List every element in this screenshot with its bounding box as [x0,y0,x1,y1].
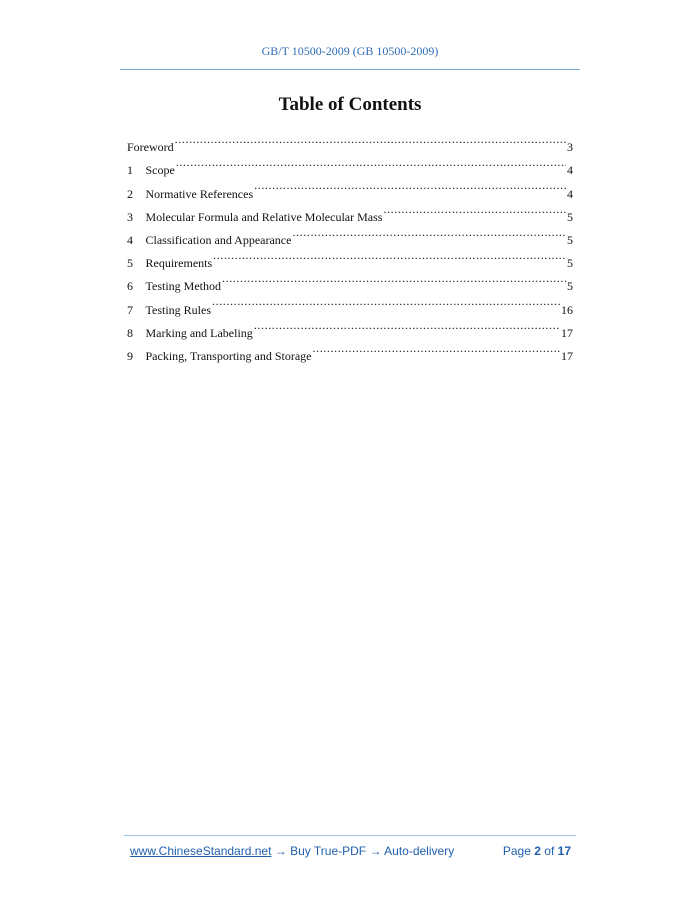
toc-entry-label: Testing Rules [145,302,211,317]
dot-leader [212,290,560,313]
website-link[interactable]: www.ChineseStandard.net [130,844,272,858]
of-word: of [544,844,555,858]
toc-entry-foreword[interactable] [127,128,573,155]
toc-entry-page: 16 [561,302,573,317]
toc-entry-number: 1 [127,163,133,178]
toc-entry-page: 3 [567,140,573,155]
current-page-number: 2 [534,844,541,858]
toc-entry-number: 5 [127,256,133,271]
toc-entry-page: 5 [567,209,573,224]
toc-entry-page: 17 [561,348,573,363]
toc-entry-number: 6 [127,279,133,294]
dot-leader [213,244,566,267]
toc-entry-page: 5 [567,232,573,247]
arrow-right-icon: → [274,844,287,858]
dot-leader [254,314,560,337]
toc-entry-page: 5 [567,279,573,294]
toc-entry-page: 4 [567,186,573,201]
header-divider [120,69,580,70]
toc-list [127,128,573,363]
page-title: Table of Contents [278,94,422,115]
toc-entry-label: Scope [145,163,175,178]
toc-entry-label: Marking and Labeling [145,325,253,340]
document-code: GB/T 10500-2009 (GB 10500-2009) [261,44,439,58]
dot-leader [292,221,566,244]
dot-leader [383,198,566,221]
toc-entry-page: 4 [567,163,573,178]
document-header [0,44,700,59]
toc-entry-number: 7 [127,302,133,317]
toc-entry-label: Normative References [145,186,254,201]
toc-entry-label: Requirements [145,256,213,271]
toc-entry-page: 5 [567,256,573,271]
dot-leader [222,267,566,290]
toc-entry-number: 2 [127,186,133,201]
auto-delivery-text: Auto-delivery [384,844,455,858]
toc-entry-label: Packing, Transporting and Storage [145,348,312,363]
arrow-right-icon: → [369,844,382,858]
toc-entry-label: Foreword [127,140,174,155]
toc-entry-number: 9 [127,348,133,363]
toc-entry-label: Classification and Appearance [145,232,292,247]
toc-entry-number: 4 [127,232,133,247]
toc-entry-number: 8 [127,325,133,340]
page-footer [130,844,571,858]
toc-entry-label: Molecular Formula and Relative Molecular Mass [145,209,383,224]
dot-leader [313,337,561,360]
toc-entry-page: 17 [561,325,573,340]
page-indicator [503,844,571,858]
toc-entry-label: Testing Method [145,279,221,294]
dot-leader [254,174,566,197]
toc-entry-number: 3 [127,209,133,224]
toc-entry-scope[interactable] [127,151,573,178]
footer-promo [130,844,454,858]
buy-pdf-link[interactable]: Buy True-PDF [290,844,367,858]
total-page-count: 17 [557,844,571,858]
footer-divider [124,835,576,836]
dot-leader [175,128,566,151]
page-word: Page [502,844,531,858]
dot-leader [176,151,566,174]
toc-entry-normative-references[interactable] [127,174,573,201]
